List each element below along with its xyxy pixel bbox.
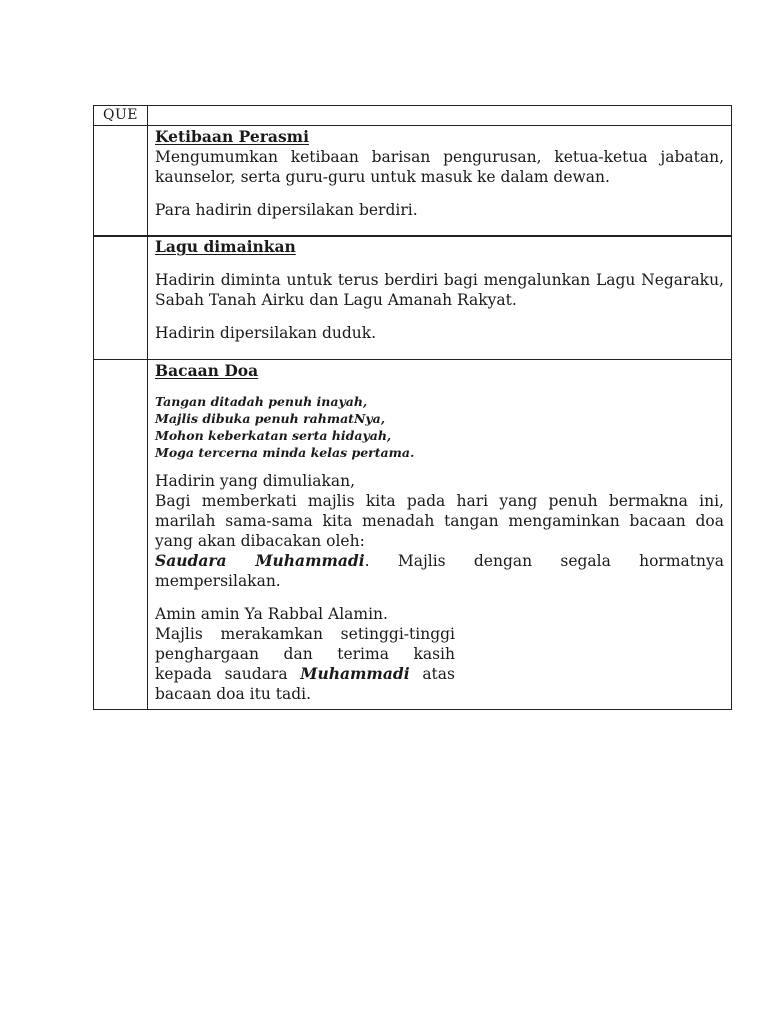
section-title: Lagu dimainkan: [155, 237, 296, 256]
que-header: QUE: [94, 106, 148, 126]
greeting-text: Hadirin yang dimuliakan,: [155, 472, 356, 490]
thanks-name: Muhammadi: [300, 664, 410, 683]
poem-line: Tangan ditadah penuh inayah,: [155, 394, 368, 409]
thanks-outro: atas bacaan doa itu tadi.: [155, 665, 455, 703]
event-script-table: [93, 105, 732, 710]
thanks-text: [155, 624, 455, 704]
section-row: [94, 236, 732, 360]
que-cell: [94, 126, 148, 237]
invitation-line: [155, 551, 724, 591]
section-cell: [148, 126, 732, 237]
poem-line: Moga tercerna minda kelas pertama.: [155, 445, 415, 460]
header-row: [94, 106, 732, 126]
thanks-intro: Majlis merakamkan setinggi-tinggi penghargaan dan terima kasih kepada saudara: [155, 625, 455, 683]
section-cell: [148, 236, 732, 360]
invitation-tail: . Majlis dengan segala hormatnya mempersilakan.: [155, 552, 724, 590]
section-row: [94, 126, 732, 237]
amin-text: Amin amin Ya Rabbal Alamin.: [155, 605, 388, 623]
invitation-text: Bagi memberkati majlis kita pada hari yang penuh bermakna ini, marilah sama-sama kita menadah tangan mengaminkan bacaan doa yang akan dibacakan oleh:: [155, 492, 724, 550]
reader-name: Saudara Muhammadi: [155, 551, 365, 570]
section-title: Ketibaan Perasmi: [155, 127, 309, 146]
section-title: Bacaan Doa: [155, 361, 259, 380]
section-cell: [148, 360, 732, 710]
que-cell: [94, 360, 148, 710]
section-paragraph: Para hadirin dipersilakan berdiri.: [155, 201, 418, 219]
section-paragraph: Hadirin dipersilakan duduk.: [155, 324, 377, 342]
content-header: [148, 106, 732, 126]
section-paragraph: Hadirin diminta untuk terus berdiri bagi mengalunkan Lagu Negaraku, Sabah Tanah Airku dan Lagu Amanah Rakyat.: [155, 271, 724, 309]
poem-line: Majlis dibuka penuh rahmatNya,: [155, 411, 386, 426]
section-paragraph: Mengumumkan ketibaan barisan pengurusan, ketua-ketua jabatan, kaunselor, serta guru-guru untuk masuk ke dalam dewan.: [155, 148, 724, 186]
que-cell: [94, 236, 148, 360]
section-row: [94, 360, 732, 710]
poem-line: Mohon keberkatan serta hidayah,: [155, 428, 392, 443]
